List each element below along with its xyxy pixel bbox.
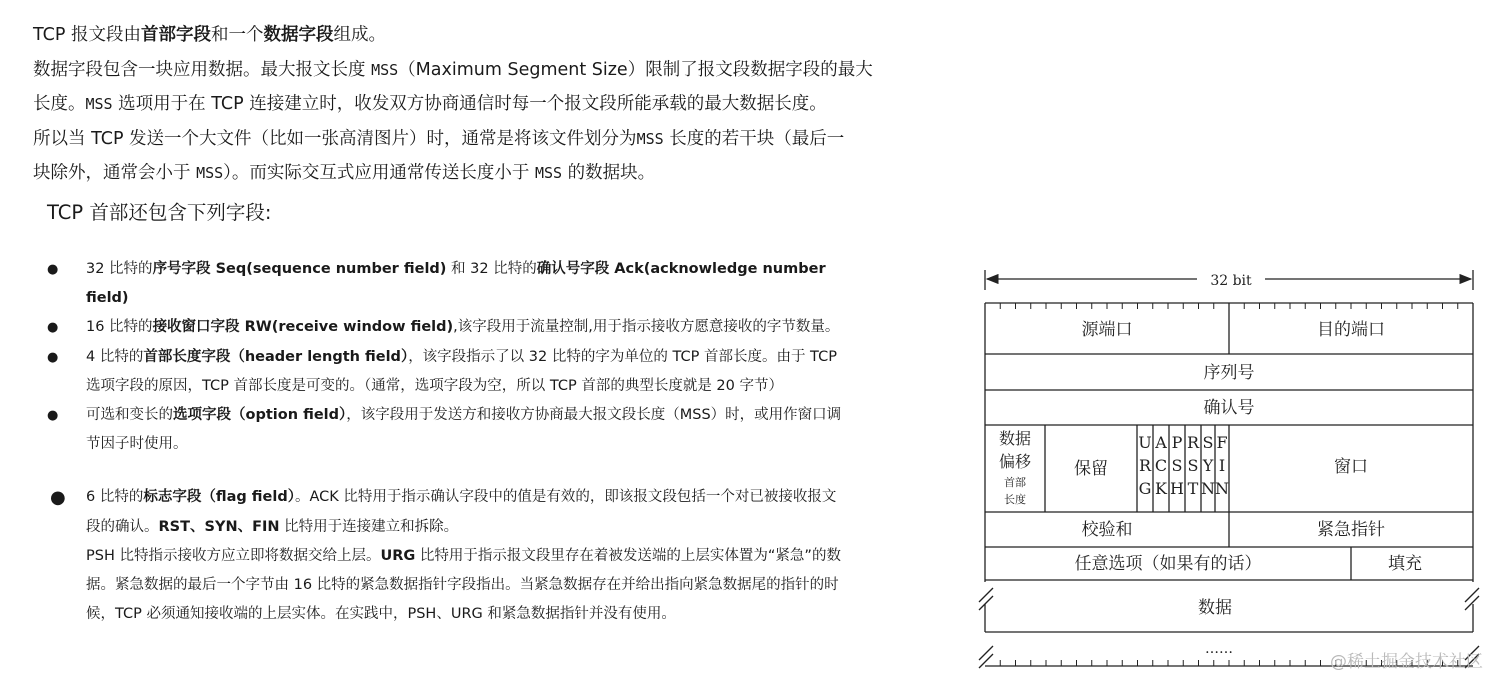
flag-letter: Y: [1202, 456, 1214, 475]
flag-letter: S: [1202, 433, 1214, 452]
list-item-receive-window: ● 16 比特的接收窗口字段 RW(receive window field),该字段用于流量控制,用于指示接收方愿意接收的字节数量。: [42, 313, 842, 342]
checksum-label: 校验和: [1081, 520, 1133, 540]
data-label: 数据: [1198, 598, 1232, 618]
flag-letter: P: [1171, 433, 1183, 452]
header-fields-term: 首部字段: [141, 25, 211, 45]
intro-line-1: TCP 报文段由首部字段和一个数据字段组成。: [33, 25, 386, 45]
mss-term: MSS: [85, 95, 113, 113]
intro-paragraph: [33, 18, 963, 191]
flag-letter: N: [1201, 479, 1215, 498]
list-item-seq-ack: ● 32 比特的序号字段 Seq(sequence number field) 和 32 比特的确认号字段 Ack(acknowledge number field): [42, 255, 842, 313]
reserved-label: 保留: [1074, 459, 1108, 479]
flag-letter: T: [1187, 479, 1199, 498]
mss-term: MSS: [535, 164, 563, 182]
data-field-term: 数据字段: [263, 25, 334, 45]
flag-letter: R: [1186, 433, 1200, 452]
flag-letter: K: [1155, 479, 1167, 498]
mss-term: MSS: [196, 164, 224, 182]
flag-letter: C: [1154, 456, 1168, 475]
data-offset-label-3: 首部: [1004, 476, 1026, 489]
section-heading: TCP 首部还包含下列字段:: [47, 201, 272, 224]
bullet-icon: ●: [50, 487, 66, 509]
bullet-icon: ●: [47, 262, 59, 277]
destination-port-label: 目的端口: [1317, 320, 1385, 340]
mss-term: MSS: [636, 129, 664, 148]
ellipsis-label: ……: [1205, 641, 1233, 657]
bullet-icon: ●: [47, 320, 59, 336]
flag-letter: H: [1170, 479, 1184, 498]
flag-letter: S: [1171, 456, 1183, 475]
source-port-label: 源端口: [1081, 320, 1133, 340]
tcp-header-diagram: [975, 262, 1487, 674]
intro-line-3: 长度。MSS 选项用于在 TCP 连接建立时，收发双方协商通信时每一个报文段所能承载的最大数据长度。: [33, 94, 827, 114]
header-fields-list: [42, 255, 842, 629]
flag-letter: F: [1216, 433, 1228, 452]
flag-letter: N: [1215, 479, 1229, 498]
list-item-options: ● 可选和变长的选项字段（option field），该字段用于发送方和接收方协商最大报文段长度（MSS）时，或用作窗口调节因子时使用。: [42, 401, 842, 459]
flag-letter: U: [1138, 433, 1152, 452]
bullet-icon: ●: [47, 349, 59, 365]
flag-letter: I: [1218, 456, 1226, 475]
ack-number-label: 确认号: [1203, 398, 1255, 418]
padding-label: 填充: [1388, 554, 1422, 574]
flag-letter: R: [1138, 456, 1152, 475]
urgent-pointer-label: 紧急指针: [1317, 520, 1385, 540]
watermark: @稀土掘金技术社区: [1330, 652, 1483, 672]
list-item-flags: ● 6 比特的标志字段（flag field）。ACK 比特用于指示确认字段中的值是有效的，即该报文段包括一个对已被接收报文段的确认。RST、SYN、FIN 比特用于连接建立和拆除。 PSH 比特指示接收方应立即将数据交给上层。URG 比特用于指示报文段里存在着被发送端的上层实体置为“紧急”的数据。紧急数据的最后一个字节由 16 比特的紧急数据指针字段指出。当紧急数据存在并给出指向紧急数据尾的指针的时候，TCP 必须通知接收端的上层实体。在实践中，PSH、URG 和紧急数据指针并没有使用。: [42, 483, 842, 629]
bullet-icon: ●: [47, 408, 59, 424]
options-label: 任意选项（如果有的话）: [1074, 554, 1262, 574]
sequence-number-label: 序列号: [1203, 363, 1255, 383]
width-label: 32 bit: [1210, 273, 1252, 289]
mss-term: MSS: [371, 60, 399, 79]
flag-letter: A: [1155, 433, 1167, 452]
data-offset-label-1: 数据: [998, 429, 1032, 448]
intro-line-4: 所以当 TCP 发送一个大文件（比如一张高清图片）时，通常是将该文件划分为MSS 长度的若干块（最后一: [33, 128, 845, 149]
list-item-header-length: ● 4 比特的首部长度字段（header length field），该字段指示了以 32 比特的字为单位的 TCP 首部长度。由于 TCP 选项字段的原因，TCP 首部长度是可变的。（通常，选项字段为空，所以 TCP 首部的典型长度就是 20 字节）: [42, 343, 842, 401]
data-offset-label-2: 偏移: [998, 452, 1032, 471]
window-label: 窗口: [1334, 457, 1368, 477]
data-offset-label-4: 长度: [1004, 493, 1026, 506]
intro-line-2: 数据字段包含一块应用数据。最大报文长度 MSS（Maximum Segment Size）限制了报文段数据字段的最大: [33, 59, 873, 80]
intro-line-5: 块除外，通常会小于 MSS）。而实际交互式应用通常传送长度小于 MSS 的数据块。: [33, 163, 656, 183]
flag-letter: G: [1138, 479, 1152, 498]
flag-letter: S: [1187, 456, 1199, 475]
